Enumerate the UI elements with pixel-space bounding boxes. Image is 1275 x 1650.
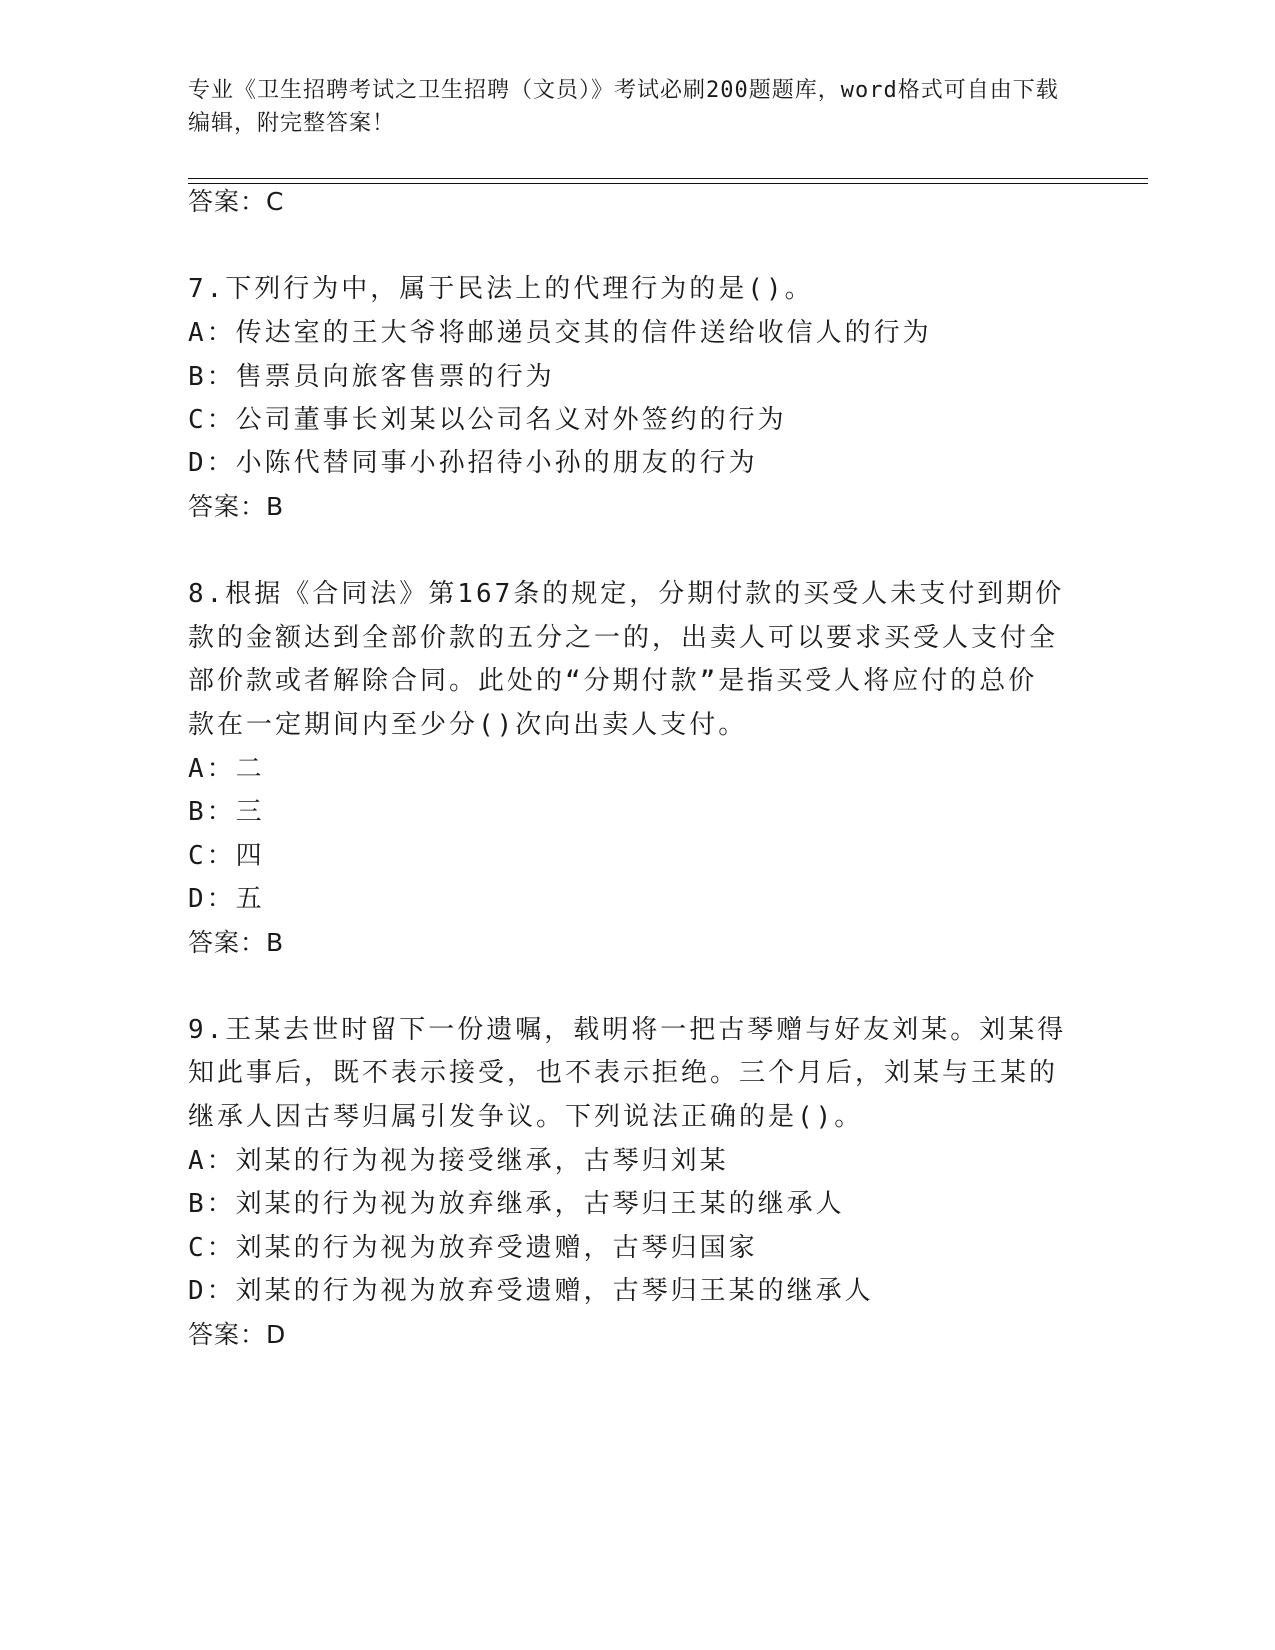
answer-prev: 答案：C (188, 187, 285, 216)
document-header: 专业《卫生招聘考试之卫生招聘（文员）》考试必刷200题题库，word格式可自由下载编辑，附完整答案！ (188, 78, 1059, 136)
question-7-option-d: D：小陈代替同事小孙招待小孙的朋友的行为 (188, 448, 758, 478)
question-7-line-1: 7.下列行为中，属于民法上的代理行为的是()。 (188, 274, 814, 304)
question-9-answer: 答案：D (188, 1320, 287, 1349)
question-9-line-3: 继承人因古琴归属引发争议。下列说法正确的是()。 (188, 1102, 864, 1132)
question-9-option-a: A：刘某的行为视为接受继承，古琴归刘某 (188, 1146, 729, 1176)
question-9-option-c: C：刘某的行为视为放弃受遗赠，古琴归国家 (188, 1233, 758, 1263)
question-8-option-a: A：二 (188, 754, 265, 784)
question-9-option-b: B：刘某的行为视为放弃继承，古琴归王某的继承人 (188, 1189, 845, 1219)
question-8-option-b: B：三 (188, 797, 265, 827)
question-8-answer: 答案：B (188, 928, 285, 957)
question-7-option-b: B：售票员向旅客售票的行为 (188, 362, 555, 392)
question-8-line-2: 款的金额达到全部价款的五分之一的，出卖人可以要求买受人支付全 (188, 623, 1059, 653)
question-7-option-a: A：传达室的王大爷将邮递员交其的信件送给收信人的行为 (188, 318, 932, 348)
header-rule-top (188, 178, 1148, 179)
question-7-answer: 答案：B (188, 492, 285, 521)
header-rule-bottom (188, 183, 1148, 184)
question-8-line-1: 8.根据《合同法》第167条的规定，分期付款的买受人未支付到期价 (188, 579, 1065, 609)
question-9-option-d: D：刘某的行为视为放弃受遗赠，古琴归王某的继承人 (188, 1276, 874, 1306)
question-8-line-3: 部价款或者解除合同。此处的“分期付款”是指买受人将应付的总价 (188, 666, 1038, 696)
question-9-line-2: 知此事后，既不表示接受，也不表示拒绝。三个月后，刘某与王某的 (188, 1058, 1059, 1088)
question-7-option-c: C：公司董事长刘某以公司名义对外签约的行为 (188, 405, 787, 435)
question-8-line-4: 款在一定期间内至少分()次向出卖人支付。 (188, 710, 748, 740)
question-8-option-d: D：五 (188, 884, 265, 914)
question-9-line-1: 9.王某去世时留下一份遗嘱，载明将一把古琴赠与好友刘某。刘某得 (188, 1015, 1067, 1045)
question-8-option-c: C：四 (188, 841, 265, 871)
